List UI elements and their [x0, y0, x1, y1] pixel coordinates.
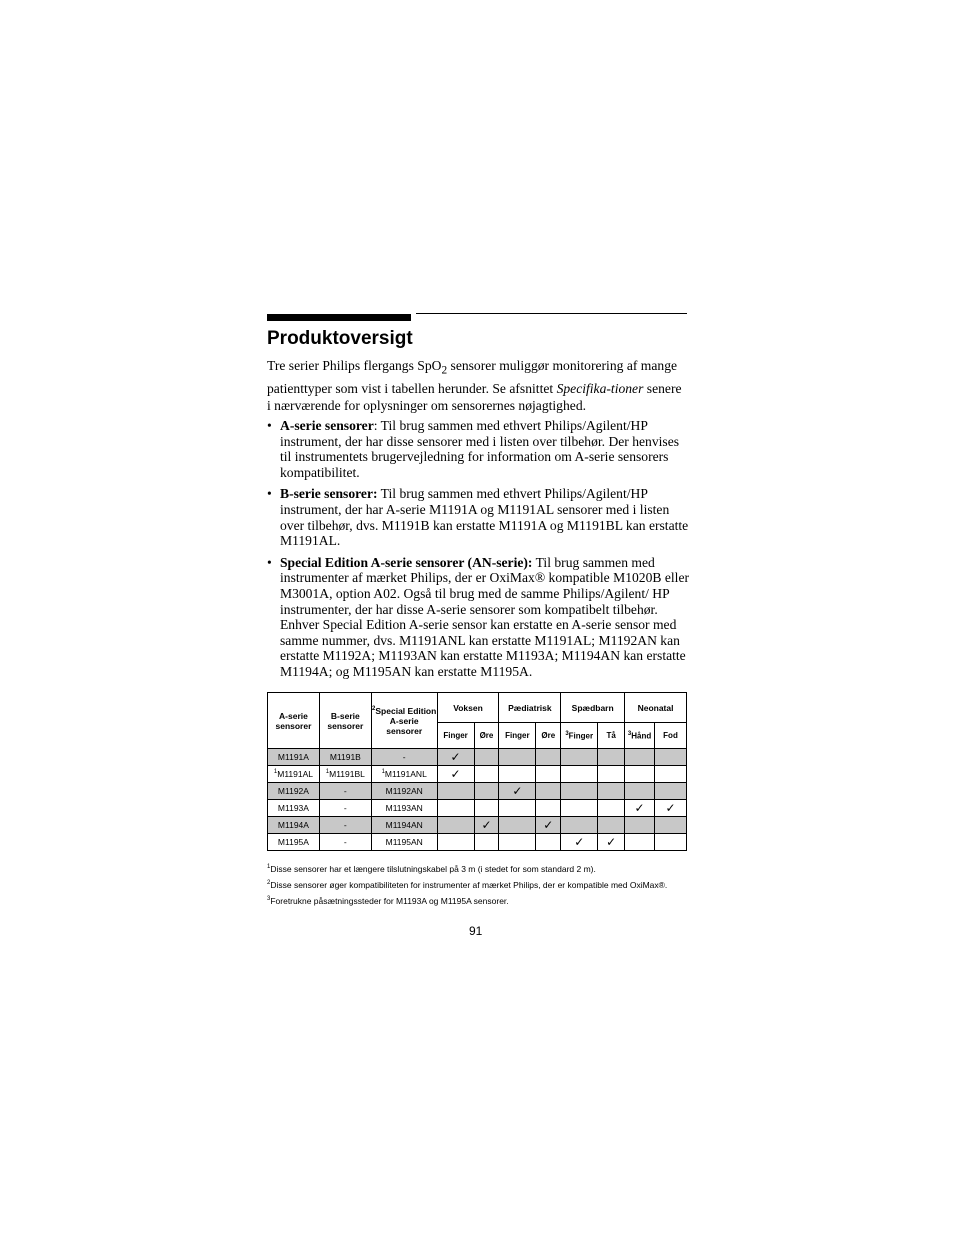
table-cell	[598, 783, 625, 800]
subheader-fod: Fod	[655, 723, 687, 749]
table-cell	[536, 834, 561, 851]
header-neonatal: Neonatal	[625, 693, 687, 723]
table-cell	[499, 800, 536, 817]
table-cell	[499, 766, 536, 783]
table-cell	[598, 800, 625, 817]
list-item	[267, 418, 691, 480]
table-cell	[598, 817, 625, 834]
cell-text: -	[402, 752, 406, 762]
table-row	[268, 766, 687, 783]
footnote-ref: 1	[273, 769, 278, 776]
cell-text: M1191BL	[329, 769, 365, 779]
heading-rule-thick	[267, 314, 411, 321]
table-cell	[561, 817, 598, 834]
table-cell	[437, 817, 474, 834]
bullet-text: : Til brug sammen med ethvert Philips/Agilent/HP instrument, der har disse sensorer med i listen over tilbehør. Der henvises til instrumentets brugervejledning for information om A-serie sensorers kompatibilitet.	[280, 418, 680, 480]
table-cell	[319, 749, 371, 766]
cell-text: M1192AN	[385, 786, 423, 796]
page-number: 91	[469, 924, 483, 938]
table-cell	[536, 783, 561, 800]
table-cell	[655, 749, 687, 766]
table-cell	[319, 800, 371, 817]
intro-paragraph	[267, 357, 687, 414]
page-title: Produktoversigt	[267, 328, 413, 349]
cell-text: M1191B	[329, 752, 361, 762]
sensor-series-list	[267, 418, 691, 686]
intro-text-3: senere i nærværende for oplysninger om sensorernes nøjagtighed.	[267, 380, 682, 413]
footnote-text: Foretrukne påsætningssteder for M1193A og M1195A sensorer.	[270, 895, 509, 906]
footnote-text: Disse sensorer øger kompatibiliteten for instrumenter af mærket Philips, der er kompatible med OxiMax®.	[270, 879, 668, 890]
table-cell	[598, 749, 625, 766]
cell-text: M1191AL	[277, 769, 313, 779]
check-icon: ✓	[474, 817, 499, 834]
subheader-finger	[561, 723, 598, 749]
table-cell	[268, 783, 320, 800]
header-b-series: B-serie sensorer	[319, 693, 371, 749]
table-cell	[655, 783, 687, 800]
table-cell	[437, 800, 474, 817]
table-cell	[655, 766, 687, 783]
table-cell	[474, 749, 499, 766]
footnote-ref: 1	[325, 769, 330, 776]
cell-text: M1194AN	[385, 820, 423, 830]
header-special-edition	[371, 693, 437, 749]
table-cell	[319, 783, 371, 800]
footnote-ref: 1	[381, 769, 385, 776]
table-row	[268, 783, 687, 800]
table-row	[268, 749, 687, 766]
cell-text: M1195A	[277, 837, 309, 847]
table-cell	[625, 834, 655, 851]
table-cell	[499, 834, 536, 851]
sensor-compatibility-table	[267, 692, 687, 851]
table-cell	[474, 834, 499, 851]
cell-text: -	[343, 837, 347, 847]
bullet-text: Til brug sammen med instrumenter af mærket Philips, der er OxiMax® kompatible M1020B eller M3001A, option A02. Også til brug med de samme Philips/Agilent/ HP instrumenter, der har disse A-serie sensorer som kompatibelt tilbehør. Enhver Special Edition A-serie sensor kan erstatte en A-serie sensor med samme nummer, dvs. M1191ANL kan erstatte M1191AL; M1192AN kan erstatte M1192A; M1193AN kan erstatte M1193A; M1194AN kan erstatte M1194A; og M1195AN kan erstatte M1195A.	[280, 554, 690, 679]
check-icon: ✓	[536, 817, 561, 834]
table-cell	[625, 766, 655, 783]
subheader-ore: Øre	[474, 723, 499, 749]
check-icon: ✓	[437, 766, 474, 783]
intro-italic: Specifika-tioner	[556, 380, 644, 396]
footnote-text: Disse sensorer har et længere tilslutningskabel på 3 m (i stedet for som standard 2 m).	[270, 863, 596, 874]
table-row	[268, 817, 687, 834]
table-cell	[319, 817, 371, 834]
footnote-ref: 3	[565, 730, 569, 737]
table-cell	[437, 783, 474, 800]
table-cell	[268, 800, 320, 817]
table-cell	[371, 800, 437, 817]
subheader-ta: Tå	[598, 723, 625, 749]
intro-subscript: 2	[441, 364, 448, 377]
footnotes	[267, 860, 697, 907]
cell-text: M1193A	[277, 803, 309, 813]
footnote-number: 3	[267, 895, 271, 902]
bullet-icon: •	[267, 486, 272, 502]
cell-text: -	[343, 803, 347, 813]
bullet-bold: Special Edition A-serie sensorer (AN-serie):	[280, 554, 533, 570]
table-cell	[268, 817, 320, 834]
subheader-ore: Øre	[536, 723, 561, 749]
table-cell	[536, 766, 561, 783]
cell-text: M1191ANL	[384, 769, 427, 779]
table-cell	[598, 766, 625, 783]
table-cell	[625, 817, 655, 834]
table-cell	[655, 817, 687, 834]
table-cell	[371, 766, 437, 783]
table-row	[268, 800, 687, 817]
table-cell	[268, 749, 320, 766]
cell-text: M1195AN	[385, 837, 423, 847]
check-icon: ✓	[499, 783, 536, 800]
footnote-number: 1	[267, 864, 271, 870]
intro-text-2: sensorer muliggør monitorering af mange patienttyper som vist i tabellen herunder. Se afsnittet	[267, 358, 678, 396]
header-paediatrisk: Pædiatrisk	[499, 693, 561, 723]
table-cell	[371, 817, 437, 834]
bullet-bold: A-serie sensorer	[280, 418, 374, 433]
intro-text: Tre serier Philips flergangs SpO	[267, 358, 442, 373]
table-cell	[561, 749, 598, 766]
bullet-icon: •	[267, 554, 272, 570]
footnote	[267, 860, 697, 876]
table-cell	[319, 766, 371, 783]
footnote-number: 2	[267, 879, 271, 886]
list-item	[267, 486, 691, 548]
table-cell	[474, 766, 499, 783]
table-cell	[371, 783, 437, 800]
table-cell	[561, 766, 598, 783]
subheader-hand	[625, 723, 655, 749]
footnote-ref: 3	[627, 730, 632, 737]
table-cell	[536, 800, 561, 817]
heading-rule-thin	[416, 313, 687, 314]
check-icon: ✓	[655, 800, 687, 817]
table-cell	[268, 834, 320, 851]
bullet-text: Til brug sammen med ethvert Philips/Agilent/HP instrument, der har A-serie M1191A og M1191AL sensorer med i listen over tilbehør, dvs. M1191B kan erstatte M1191A og M1191BL kan erstatte M1191AL.	[280, 486, 689, 549]
table-cell	[536, 749, 561, 766]
table-cell	[474, 800, 499, 817]
bullet-bold: B-serie sensorer:	[280, 486, 378, 502]
table-cell	[561, 800, 598, 817]
table-cell	[371, 749, 437, 766]
table-cell	[499, 817, 536, 834]
table-cell	[499, 749, 536, 766]
table-cell	[561, 783, 598, 800]
table-cell	[437, 834, 474, 851]
table-cell	[268, 766, 320, 783]
table-cell	[625, 749, 655, 766]
table-cell	[655, 834, 687, 851]
table-cell	[319, 834, 371, 851]
footnote	[267, 876, 697, 892]
header-spaedbarn: Spædbarn	[561, 693, 625, 723]
footnote	[267, 892, 697, 908]
cell-text: M1191A	[277, 752, 309, 762]
subheader-finger: Finger	[437, 723, 474, 749]
bullet-icon: •	[267, 418, 272, 433]
check-icon: ✓	[598, 834, 625, 851]
cell-text: M1193AN	[385, 803, 423, 813]
table-body	[268, 749, 687, 851]
table-row	[268, 834, 687, 851]
subheader-label: Hånd	[631, 731, 652, 741]
subheader-finger: Finger	[499, 723, 536, 749]
table-cell	[371, 834, 437, 851]
list-item	[267, 555, 691, 680]
cell-text: M1194A	[277, 820, 309, 830]
check-icon: ✓	[561, 834, 598, 851]
subheader-label: Finger	[568, 731, 594, 741]
cell-text: M1192A	[277, 786, 309, 796]
table-cell	[474, 783, 499, 800]
check-icon: ✓	[625, 800, 655, 817]
check-icon: ✓	[437, 749, 474, 766]
header-se-label: Special Edition A-serie sensorer	[375, 705, 437, 736]
header-a-series: A-serie sensorer	[268, 693, 320, 749]
header-voksen: Voksen	[437, 693, 499, 723]
table-cell	[625, 783, 655, 800]
cell-text: -	[343, 786, 347, 796]
footnote-ref: 2	[372, 705, 376, 712]
cell-text: -	[343, 820, 347, 830]
